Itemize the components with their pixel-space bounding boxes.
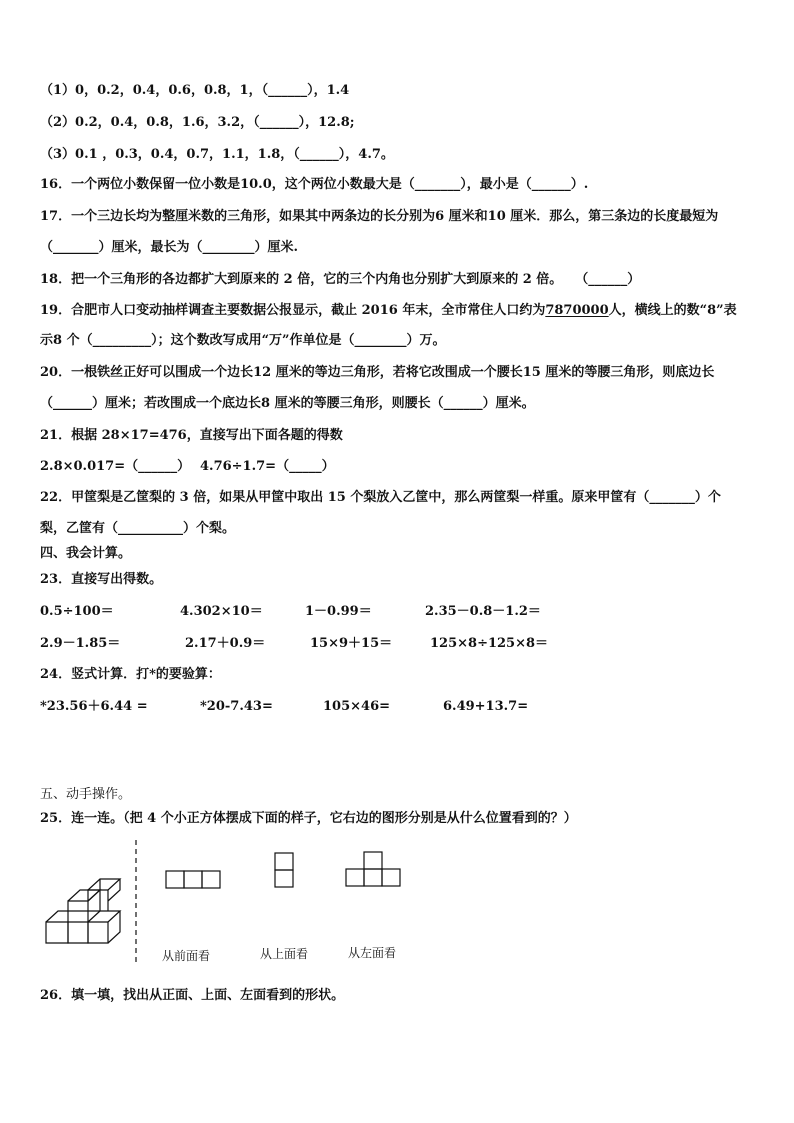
q26: 26．填一填，找出从正面、上面、左面看到的形状。 — [40, 988, 345, 1003]
q24: 24．竖式计算．打*的要验算： — [40, 667, 221, 682]
top-view-shape — [275, 853, 293, 887]
q23-item: 2.9－1.85＝ — [40, 636, 121, 651]
caption-top: 从上面看 — [260, 947, 309, 961]
q19-text-after: 人，横线上的数“8”表 — [608, 303, 737, 318]
q20-line2: （______）厘米；若改围成一个底边长8 厘米的等腰三角形，则腰长（______）厘米。 — [40, 396, 535, 411]
q24-item: 105×46= — [323, 699, 391, 714]
q25: 25．连一连。（把 4 个小正方体摆成下面的样子，它右边的图形分别是从什么位置看到的？） — [40, 811, 577, 826]
front-view-shape — [166, 871, 220, 888]
q16: 16．一个两位小数保留一位小数是10.0，这个两位小数最大是（_______），最小是（______）. — [40, 177, 589, 192]
q23-item: 15×9＋15＝ — [310, 636, 393, 651]
q19-text-before: 19．合肥市人口变动抽样调查主要数据公报显示，截止 2016 年末，全市常住人口约为 — [40, 303, 546, 318]
q17-line1: 17．一个三边长均为整厘米数的三角形，如果其中两条边的长分别为6 厘米和10 厘米．那么，第三条边的长度最短为 — [40, 209, 719, 224]
q15-2: （2）0.2，0.4，0.8，1.6，3.2，（______），12.8; — [40, 115, 355, 130]
q24-item: 6.49+13.7= — [443, 699, 529, 714]
cube-stack — [46, 879, 120, 943]
q20-line1: 20．一根铁丝正好可以围成一个边长12 厘米的等边三角形，若将它改围成一个腰长15 厘米的等腰三角形，则底边长 — [40, 365, 715, 380]
q23: 23．直接写出得数。 — [40, 572, 163, 587]
left-view-shape — [346, 852, 400, 886]
q19-line2: 示8 个（_________）；这个数改写成用“万”作单位是（________）万。 — [40, 333, 446, 348]
q24-item: *20-7.43= — [200, 699, 273, 714]
caption-front: 从前面看 — [162, 949, 211, 963]
q23-item: 2.35－0.8－1.2＝ — [425, 604, 541, 619]
q23-item: 2.17＋0.9＝ — [185, 636, 266, 651]
q15-3: （3）0.1 ，0.3，0.4，0.7，1.1，1.8，（______），4.7。 — [40, 147, 394, 162]
q19-line1 — [40, 303, 737, 319]
q21-a: 2.8×0.017=（______） — [40, 459, 191, 474]
q19-underlined-number: 7870000 — [545, 303, 609, 318]
q18: 18．把一个三角形的各边都扩大到原来的 2 倍，它的三个内角也分别扩大到原来的 2 倍。 （______） — [40, 272, 641, 287]
q21-b: 4.76÷1.7=（_____） — [200, 459, 335, 474]
caption-left: 从左面看 — [348, 946, 397, 960]
q23-item: 4.302×10＝ — [180, 604, 263, 619]
q17-line2: （_______）厘米，最长为（________）厘米. — [40, 240, 299, 255]
section-5-heading: 五、动手操作。 — [40, 787, 132, 802]
q23-item: 125×8÷125×8＝ — [430, 636, 549, 651]
section-4-heading: 四、我会计算。 — [40, 546, 132, 561]
q24-item: *23.56＋6.44 = — [40, 699, 148, 714]
q22-line2: 梨，乙筐有（__________）个梨。 — [40, 521, 236, 536]
q15-1: （1）0，0.2，0.4，0.6，0.8，1，（______），1.4 — [40, 83, 350, 98]
q23-item: 1－0.99＝ — [305, 604, 372, 619]
q23-item: 0.5÷100＝ — [40, 604, 114, 619]
q21: 21．根据 28×17=476，直接写出下面各题的得数 — [40, 428, 343, 443]
q25-figure — [40, 835, 440, 970]
q22-line1: 22．甲筐梨是乙筐梨的 3 倍，如果从甲筐中取出 15 个梨放入乙筐中，那么两筐梨一样重。原来甲筐有（_______）个 — [40, 490, 721, 505]
